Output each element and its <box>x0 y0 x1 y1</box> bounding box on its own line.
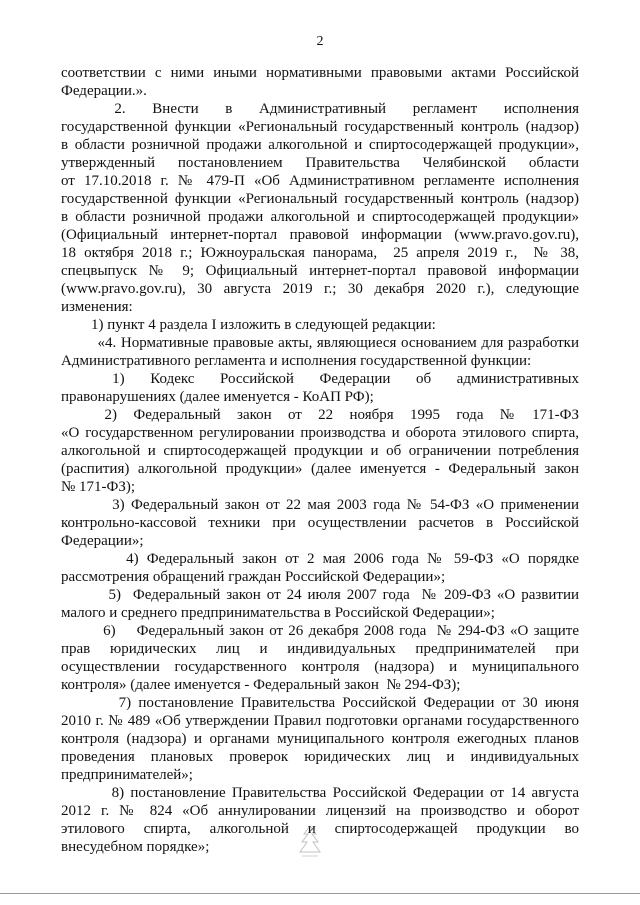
text-line: 18 октября 2018 г.; Южноуральская панорама, 25 апреля 2019 г., № 38, <box>61 245 579 261</box>
text-line: внесудебном порядке»; <box>61 839 210 855</box>
text-line: 2. Внести в Административный регламент исполнения <box>61 101 579 117</box>
text-line: 2012 г. № 824 «Об аннулировании лицензий на производство и оборот <box>61 803 579 819</box>
text-line: в области розничной продажи алкогольной и спиртосодержащей продукции», <box>61 137 579 153</box>
text-line: осуществлении государственного контроля (надзора) и муниципального <box>61 659 579 675</box>
text-line: 1) пункт 4 раздела I изложить в следующей редакции: <box>61 317 436 333</box>
text-line: соответствии с ними иными нормативными правовыми актами Российской <box>61 65 579 81</box>
text-line: государственной функции «Региональный государственный контроль (надзор) <box>61 191 579 207</box>
text-line: предпринимателей»; <box>61 767 193 783</box>
text-line: утвержденный постановлением Правительства Челябинской области <box>61 155 579 171</box>
text-line: № 171-ФЗ); <box>61 479 136 495</box>
text-line: (распития) алкогольной продукции» (далее именуется - Федеральный закон <box>61 461 579 477</box>
document-body <box>61 64 579 856</box>
page-number: 2 <box>316 34 324 49</box>
text-line: контрольно-кассовой техники при осуществлении расчетов в Российской <box>61 515 579 531</box>
text-line: изменения: <box>61 299 133 315</box>
text-line: прав юридических лиц и индивидуальных предпринимателей при <box>61 641 579 657</box>
text-line: проведения плановых проверок юридических лиц и индивидуальных <box>61 749 579 765</box>
text-line: в области розничной продажи алкогольной и спиртосодержащей продукции» <box>61 209 579 225</box>
footer-divider <box>0 893 640 894</box>
text-line: этилового спирта, алкогольной и спиртосодержащей продукции во <box>61 821 579 837</box>
text-line: правонарушениях (далее именуется - КоАП РФ); <box>61 389 374 405</box>
text-line: Федерации.». <box>61 83 147 99</box>
text-line: (Официальный интернет-портал правовой информации (www.pravo.gov.ru), <box>61 227 579 243</box>
text-line: «О государственном регулировании производства и оборота этилового спирта, <box>61 425 579 441</box>
text-line: государственной функции «Региональный государственный контроль (надзор) <box>61 119 579 135</box>
text-line: алкогольной и спиртосодержащей продукции и об ограничении потребления <box>61 443 579 459</box>
text-line: спецвыпуск № 9; Официальный интернет-портал правовой информации <box>61 263 579 279</box>
text-line: Федерации»; <box>61 533 144 549</box>
text-line: (www.pravo.gov.ru), 30 августа 2019 г.; 30 декабря 2020 г.), следующие <box>61 281 579 297</box>
text-line: 8) постановление Правительства Российской Федерации от 14 августа <box>61 785 579 801</box>
text-line: 5) Федеральный закон от 24 июля 2007 года № 209-ФЗ «О развитии <box>61 587 579 603</box>
text-line: «4. Нормативные правовые акты, являющиеся основанием для разработки <box>61 335 579 351</box>
text-line: Административного регламента и исполнения государственной функции: <box>61 353 532 369</box>
text-line: 4) Федеральный закон от 2 мая 2006 года № 59-ФЗ «О порядке <box>61 551 579 567</box>
text-line: контроля (надзора) и органами муниципального контроля ежегодных планов <box>61 731 579 747</box>
text-line: 2) Федеральный закон от 22 ноября 1995 года № 171-ФЗ <box>61 407 579 423</box>
text-line: 3) Федеральный закон от 22 мая 2003 года № 54-ФЗ «О применении <box>61 497 579 513</box>
text-line: рассмотрения обращений граждан Российской Федерации»; <box>61 569 446 585</box>
text-line: 2010 г. № 489 «Об утверждении Правил подготовки органами государственного <box>61 713 579 729</box>
text-line: 6) Федеральный закон от 26 декабря 2008 года № 294-ФЗ «О защите <box>61 623 579 639</box>
text-line: малого и среднего предпринимательства в Российской Федерации»; <box>61 605 495 621</box>
text-line: контроля» (далее именуется - Федеральный закон № 294-ФЗ); <box>61 677 461 693</box>
stamp-mark-icon <box>294 822 326 862</box>
text-line: от 17.10.2018 г. № 479-П «Об Административном регламенте исполнения <box>61 173 579 189</box>
text-line: 1) Кодекс Российской Федерации об административных <box>61 371 579 387</box>
text-line: 7) постановление Правительства Российской Федерации от 30 июня <box>61 695 579 711</box>
